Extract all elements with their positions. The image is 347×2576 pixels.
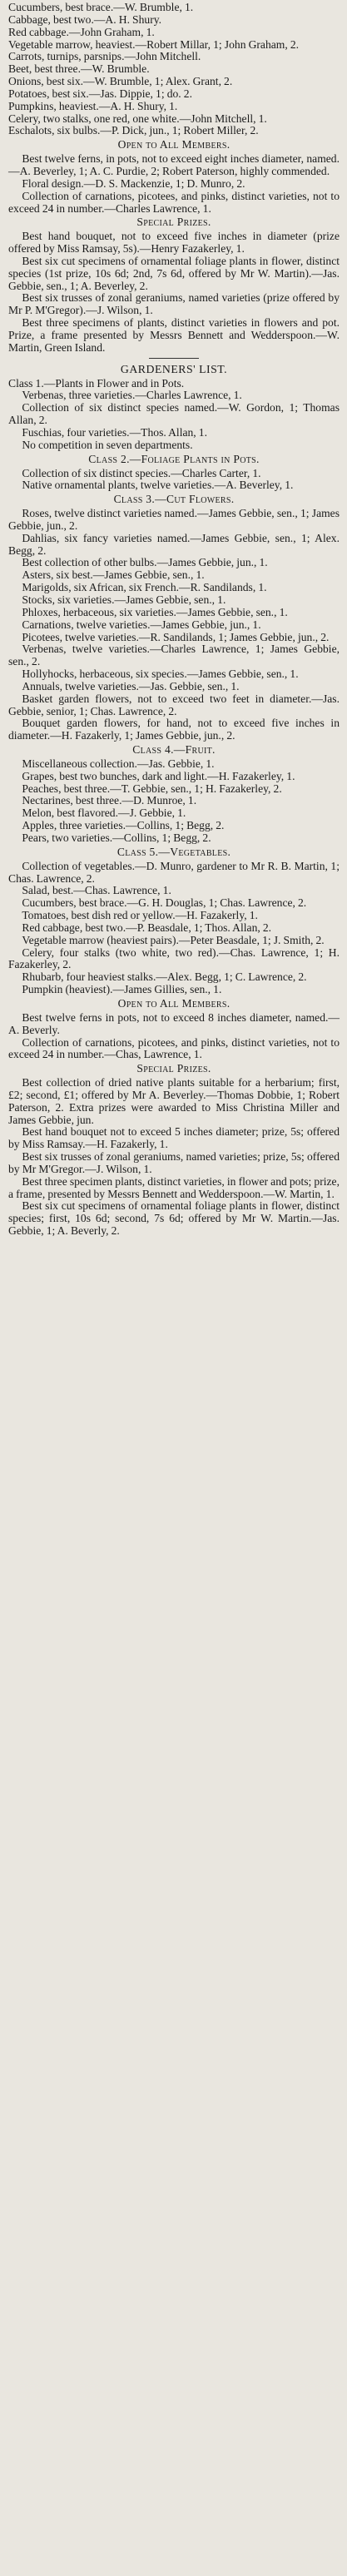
prize-entry: Best collection of other bulbs.—James Gebbie, jun., 1.	[22, 556, 268, 569]
prize-entry: Carnations, twelve varieties.—James Gebbie, jun., 1.	[22, 618, 261, 631]
prize-entry: Asters, six best.—James Gebbie, sen., 1.	[22, 568, 205, 582]
prize-entry: Red cabbage.—John Graham, 1.	[8, 25, 155, 38]
prize-entry: Melon, best flavored.—J. Gebbie, 1.	[22, 807, 186, 820]
prize-entry: Basket garden flowers, not to exceed two feet in diameter.—Jas. Gebbie, senior, 1; Chas. Lawrence, 2.	[8, 692, 340, 717]
prize-entry: Picotees, twelve varieties.—R. Sandilands, 1; James Gebbie, jun., 2.	[22, 630, 330, 643]
section-heading: Class 2.—Foliage Plants in Pots.	[88, 452, 260, 465]
prize-entry: Celery, four stalks (two white, two red).—Chas. Lawrence, 1; H. Fazakerley, 2.	[8, 946, 340, 971]
section-heading: Class 4.—Fruit.	[132, 743, 216, 757]
section-heading: Class 3.—Cut Flowers.	[113, 493, 235, 506]
prize-entry: Beet, best three.—W. Brumble.	[8, 62, 150, 76]
prize-entry: Annuals, twelve varieties.—Jas. Gebbie, sen., 1.	[22, 679, 240, 692]
prize-entry: Floral design.—D. S. Mackenzie, 1; D. Munro, 2.	[22, 176, 245, 190]
prize-entry: Cucumbers, best brace.—W. Brumble, 1.	[8, 1, 194, 13]
prize-entry: Best twelve ferns in pots, not to exceed 8 inches diameter, named.—A. Beverly.	[8, 1010, 340, 1036]
prize-entry: Roses, twelve distinct varieties named.—James Gebbie, sen., 1; James Gebbie, jun., 2.	[8, 507, 340, 532]
prize-entry: Phloxes, herbaceous, six varieties.—James Gebbie, sen., 1.	[22, 605, 288, 618]
prize-entry: Cabbage, best two.—A. H. Shury.	[8, 12, 162, 26]
prize-entry: Best three specimens of plants, distinct varieties in flowers and pot. Prize, a frame presented by Messrs Bennett and Wedderspoon.—W. Martin, Green Island.	[8, 316, 340, 354]
prize-entry: Salad, best.—Chas. Lawrence, 1.	[22, 884, 171, 897]
section-heading: Open to All Members.	[117, 138, 231, 151]
list-title: GARDENERS' LIST.	[120, 362, 228, 375]
prize-entry: Verbenas, twelve varieties.—Charles Lawrence, 1; James Gebbie, sen., 2.	[8, 643, 340, 668]
prize-entry: Pears, two varieties.—Collins, 1; Begg, 2.	[22, 831, 211, 844]
prize-entry: Collection of vegetables.—D. Munro, gardener to Mr R. B. Martin, 1; Chas. Lawrence, 2.	[8, 859, 340, 885]
prize-entry: Collection of six distinct species named.—W. Gordon, 1; Thomas Allan, 2.	[8, 401, 340, 427]
prize-entry: Pumpkin (heaviest).—James Gillies, sen., 1.	[22, 983, 222, 996]
prize-entry: Pumpkins, heaviest.—A. H. Shury, 1.	[8, 99, 178, 112]
prize-entry: Carrots, turnips, parsnips.—John Mitchell.	[8, 50, 201, 63]
prize-entry: Celery, two stalks, one red, one white.—John Mitchell, 1.	[8, 112, 267, 125]
prize-entry: Bouquet garden flowers, for hand, not to exceed five inches in diameter.—H. Fazakerly, 1; James Gebbie, jun., 2.	[8, 717, 340, 742]
prize-entry: Red cabbage, best two.—P. Beasdale, 1; Thos. Allan, 2.	[22, 921, 272, 934]
newspaper-column	[0, 0, 347, 1238]
section-heading: Open to All Members.	[117, 996, 231, 1010]
prize-entry: Verbenas, three varieties.—Charles Lawrence, 1.	[22, 389, 242, 402]
prize-entry: Vegetable marrow (heaviest pairs).—Peter Beasdale, 1; J. Smith, 2.	[22, 933, 325, 946]
prize-entry: Best collection of dried native plants suitable for a herbarium; first, £2; second, £1; offered by Mr A. Beverley.—Thomas Dobbie, 1; Robert Paterson, 2. Extra prizes were awarded to Miss Christina Miller and James Gebbie, jun.	[8, 1076, 340, 1126]
prize-entry: Hollyhocks, herbaceous, six species.—James Gebbie, sen., 1.	[22, 668, 299, 681]
prize-entry: Potatoes, best six.—Jas. Dippie, 1; do. 2.	[8, 87, 192, 100]
prize-entry: Onions, best six.—W. Brumble, 1; Alex. Grant, 2.	[8, 75, 233, 88]
prize-entry: Best twelve ferns, in pots, not to exceed eight inches diameter, named.—A. Beverley, 1; A. C. Purdie, 2; Robert Paterson, highly commended.	[8, 152, 340, 177]
prize-entry: Marigolds, six African, six French.—R. Sandilands, 1.	[22, 581, 267, 594]
prize-entry: Dahlias, six fancy varieties named.—James Gebbie, sen., 1; Alex. Begg, 2.	[8, 531, 340, 557]
prize-entry: Grapes, best two bunches, dark and light.—H. Fazakerley, 1.	[22, 769, 295, 782]
section-divider-rule	[149, 358, 199, 359]
prize-entry: Cucumbers, best brace.—G. H. Douglas, 1; Chas. Lawrence, 2.	[22, 896, 307, 910]
prize-entry: Class 1.—Plants in Flower and in Pots.	[8, 376, 185, 390]
prize-entry: Stocks, six varieties.—James Gebbie, sen., 1.	[22, 593, 226, 606]
prize-entry: Best six cut specimens of ornamental foliage plants in flower, distinct species (1st prize, 10s 6d; 2nd, 7s 6d, offered by Mr W. Martin).—Jas. Gebbie, sen., 1; A. Beverley, 2.	[8, 254, 340, 292]
prize-entry: Peaches, best three.—T. Gebbie, sen., 1; H. Fazakerley, 2.	[22, 782, 282, 795]
prize-entry: Collection of six distinct species.—Charles Carter, 1.	[22, 466, 261, 479]
prize-entry: Miscellaneous collection.—Jas. Gebbie, 1.	[22, 757, 215, 770]
prize-entry: Best hand bouquet not to exceed 5 inches diameter; prize, 5s; offered by Miss Ramsay.—H. Fazakerly, 1.	[8, 1125, 340, 1151]
section-heading: Special Prizes.	[136, 1062, 211, 1075]
prize-entry: Best six trusses of zonal geraniums, named varieties (prize offered by Mr P. M'Gregor).—J. Wilson, 1.	[8, 291, 340, 317]
prize-entry: Apples, three varieties.—Collins, 1; Begg, 2.	[22, 819, 225, 832]
prize-entry: No competition in seven departments.	[22, 438, 193, 451]
prize-entry: Best hand bouquet, not to exceed five inches in diameter (prize offered by Miss Ramsay, 5s).—Henry Fazakerley, 1.	[8, 230, 340, 256]
prize-entry: Collection of carnations, picotees, and pinks, distinct varieties, not to exceed 24 in number.—Chas, Lawrence, 1.	[8, 1035, 340, 1061]
prize-entry: Best three specimen plants, distinct varieties, in flower and pots; prize, a frame, presented by Messrs Bennett and Wedderspoon.—W. Martin, 1.	[8, 1174, 340, 1200]
section-heading: Class 5.—Vegetables.	[116, 845, 231, 858]
prize-entry: Nectarines, best three.—D. Munroe, 1.	[22, 794, 197, 807]
prize-entry: Native ornamental plants, twelve varieties.—A. Beverley, 1.	[22, 479, 294, 492]
prize-entry: Vegetable marrow, heaviest.—Robert Millar, 1; John Graham, 2.	[8, 37, 300, 51]
prize-entry: Fuschias, four varieties.—Thos. Allan, 1.	[22, 426, 207, 439]
section-heading: Special Prizes.	[136, 216, 211, 229]
prize-entry: Tomatoes, best dish red or yellow.—H. Fazakerly, 1.	[22, 909, 258, 922]
prize-entry: Best six cut specimens of ornamental foliage plants in flower, distinct species; first, 10s 6d; second, 7s 6d; offered by Mr W. Martin.—Jas. Gebbie, 1; A. Beverly, 2.	[8, 1199, 340, 1238]
prize-entry: Collection of carnations, picotees, and pinks, distinct varieties, not to exceed 24 in number.—Charles Lawrence, 1.	[8, 189, 340, 215]
prize-entry: Eschalots, six bulbs.—P. Dick, jun., 1; Robert Miller, 2.	[8, 124, 259, 137]
prize-entry: Best six trusses of zonal geraniums, named varieties; prize, 5s; offered by Mr M'Gregor.—J. Wilson, 1.	[8, 1150, 340, 1175]
prize-entry: Rhubarb, four heaviest stalks.—Alex. Begg, 1; C. Lawrence, 2.	[22, 970, 307, 984]
